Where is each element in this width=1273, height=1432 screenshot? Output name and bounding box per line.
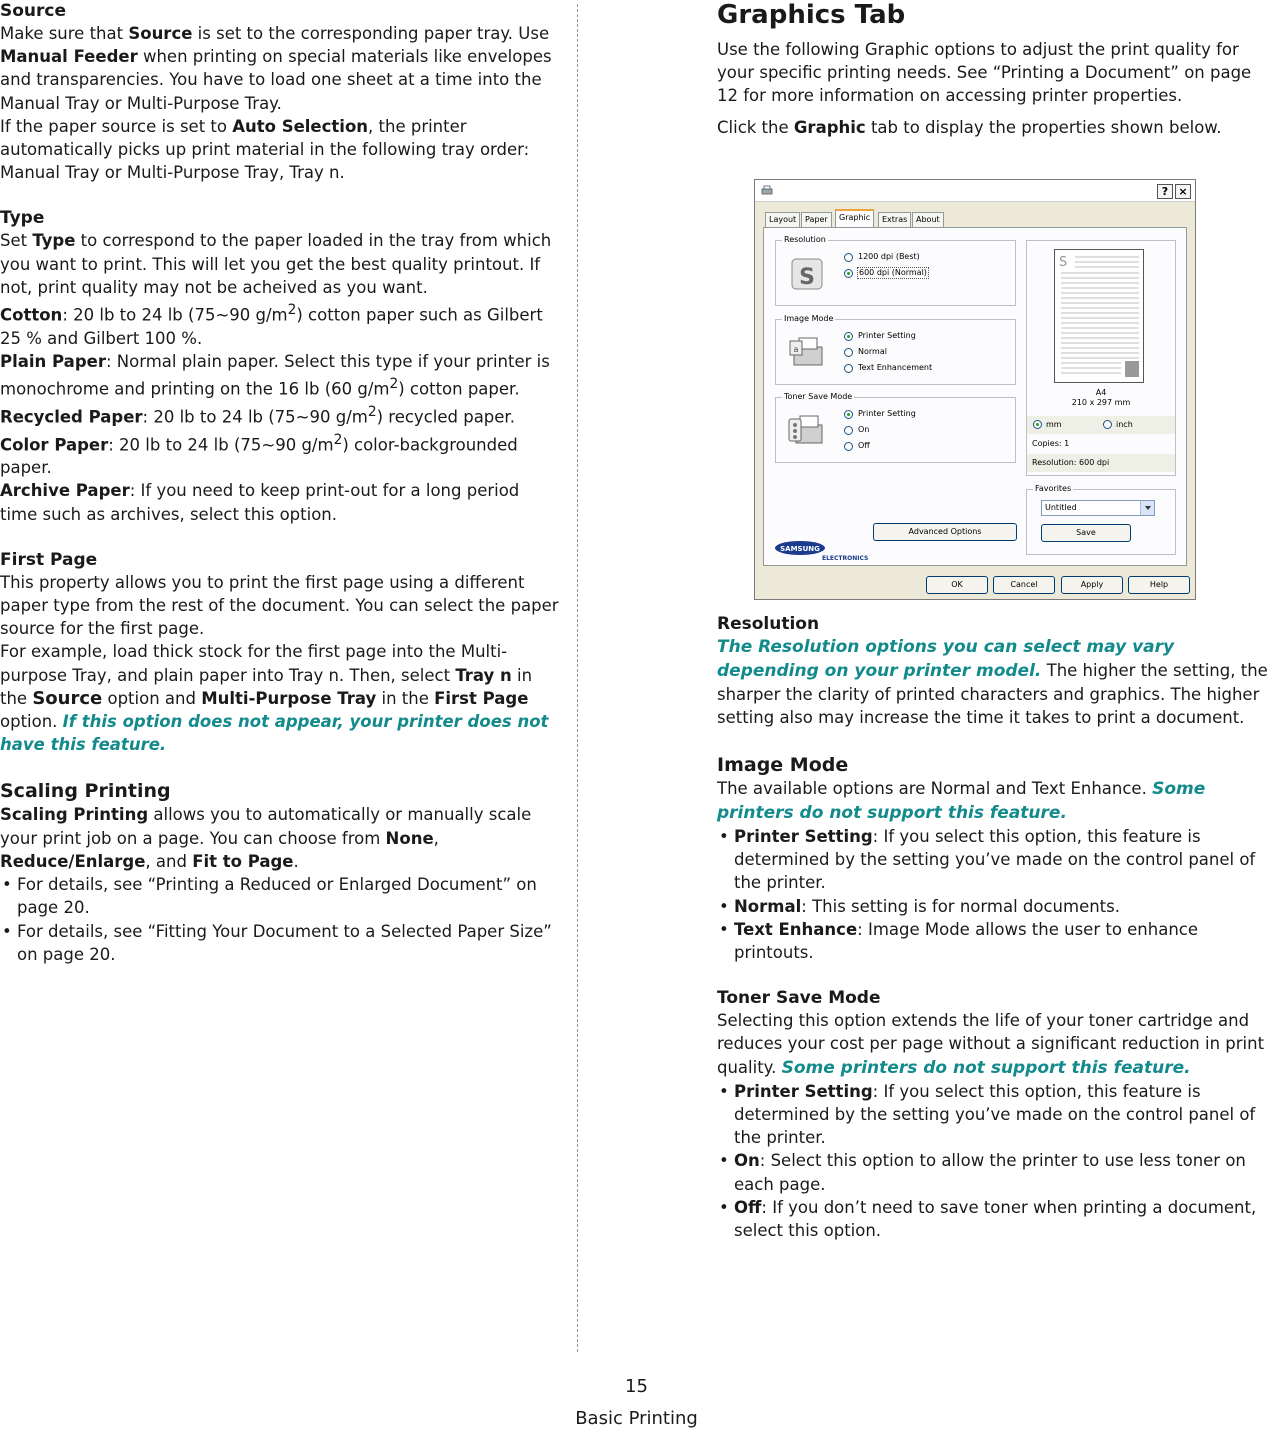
list-item: • Printer Setting: If you select this option, this feature is determined by the setting you’ve made on the control panel of the printer. <box>717 1080 1273 1150</box>
resolution-icon <box>786 253 828 295</box>
list-item: • For details, see “Printing a Reduced or Enlarged Document” on page 20. <box>0 873 560 919</box>
svg-text:SAMSUNG: SAMSUNG <box>780 545 820 553</box>
graphics-click-instruction: Click the Graphic tab to display the properties shown below. <box>717 117 1222 137</box>
image-mode-group-label: Image Mode <box>784 314 834 323</box>
resolution-group-label: Resolution <box>784 235 826 244</box>
svg-text:ELECTRONICS: ELECTRONICS <box>822 555 869 562</box>
favorites-save-button[interactable]: Save <box>1041 524 1131 542</box>
res-600-label: 600 dpi (Normal) <box>859 268 927 277</box>
svg-text:S: S <box>1059 255 1068 270</box>
cancel-button[interactable]: Cancel <box>993 576 1055 594</box>
toner-save-heading: Toner Save Mode <box>717 988 881 1009</box>
type-color: Color Paper: 20 lb to 24 lb (75~90 $g/m^2$) color-backgrounded paper. <box>0 431 518 478</box>
chapter-title: Basic Printing <box>575 1408 698 1429</box>
help-button[interactable]: Help <box>1128 576 1190 594</box>
unit-mm-radio[interactable] <box>1033 420 1042 429</box>
first-page-note: If this option does not appear, your printer does not have this feature. <box>0 712 549 755</box>
svg-text:S: S <box>799 265 815 290</box>
page-number: 15 <box>625 1376 648 1397</box>
image-printer-setting-radio[interactable] <box>844 332 853 341</box>
left-column <box>0 0 560 966</box>
scaling-heading: Scaling Printing <box>0 780 171 803</box>
close-title-button[interactable]: × <box>1175 184 1191 199</box>
column-divider <box>577 4 578 1352</box>
favorites-group <box>1026 484 1176 555</box>
toner-on-label: On <box>858 425 870 434</box>
scaling-paragraph: Scaling Printing allows you to automatically or manually scale your print job on a page. You can choose from None, Reduce/Enlarge, and Fit to Page. <box>0 805 532 871</box>
image-text-enhancement-label: Text Enhancement <box>858 363 933 372</box>
image-normal-radio[interactable] <box>844 348 853 357</box>
help-title-button[interactable]: ? <box>1157 184 1173 199</box>
list-item: • On: Select this option to allow the printer to use less toner on each page. <box>717 1149 1273 1195</box>
image-printer-icon <box>786 331 828 373</box>
unit-inch-label: inch <box>1116 420 1133 429</box>
source-heading: Source <box>0 1 67 21</box>
units-row <box>1027 416 1175 434</box>
scaling-bullet-list <box>0 873 560 966</box>
list-item: • For details, see “Fitting Your Document to a Selected Paper Size” on page 20. <box>0 920 560 966</box>
toner-off-radio[interactable] <box>844 442 853 451</box>
list-item: • Text Enhance: Image Mode allows the user to enhance printouts. <box>717 918 1273 964</box>
copies-info: Copies: 1 <box>1032 439 1070 448</box>
favorites-select[interactable] <box>1041 500 1155 516</box>
type-cotton: Cotton: 20 lb to 24 lb (75~90 $g/m^2$) cotton paper such as Gilbert 25 % and Gilbert 100 %. <box>0 302 543 348</box>
page-title: Graphics Tab <box>717 0 906 30</box>
chevron-down-icon[interactable] <box>1140 501 1154 515</box>
res-1200-radio[interactable] <box>844 253 853 262</box>
toner-printer-icon <box>786 409 828 451</box>
tab-about[interactable]: About <box>912 212 944 227</box>
preview-area <box>1026 240 1176 476</box>
toner-off-label: Off <box>858 441 870 450</box>
advanced-options-button[interactable]: Advanced Options <box>873 523 1017 541</box>
unit-mm-label: mm <box>1046 420 1062 429</box>
image-mode-note: Some printers do not support this feature. <box>717 778 1206 823</box>
first-page-paragraph-1: This property allows you to print the first page using a different paper type from the rest of the document. You can select the paper source for the first page. <box>0 572 559 639</box>
tab-extras[interactable]: Extras <box>878 212 911 227</box>
image-mode-group <box>775 314 1016 385</box>
source-paragraph-1: Make sure that Source is set to the corresponding paper tray. Use Manual Feeder when printing on special materials like envelopes and transparencies. You have to load one sheet at a time into the Manual Tray or Multi-Purpose Tray. <box>0 24 552 113</box>
ok-button[interactable]: OK <box>926 576 988 594</box>
res-1200-label: 1200 dpi (Best) <box>858 252 920 261</box>
paper-name: A4 <box>1095 388 1107 397</box>
apply-button[interactable]: Apply <box>1061 576 1123 594</box>
paper-preview <box>1054 249 1144 383</box>
toner-save-bullet-list <box>717 1080 1273 1242</box>
list-item: • Off: If you don’t need to save toner when printing a document, select this option. <box>717 1196 1273 1242</box>
favorites-group-label: Favorites <box>1035 484 1072 493</box>
image-text-enhancement-radio[interactable] <box>844 364 853 373</box>
toner-on-radio[interactable] <box>844 426 853 435</box>
list-item: • Normal: This setting is for normal documents. <box>717 895 1273 918</box>
resolution-paragraph: The Resolution options you can select may vary depending on your printer model. The higher the setting, the sharper the clarity of printed characters and graphics. The higher setting also may increase the time it takes to print a document. <box>717 636 1268 728</box>
first-page-heading: First Page <box>0 549 98 570</box>
unit-inch-radio[interactable] <box>1103 420 1112 429</box>
favorites-select-value: Untitled <box>1045 503 1077 512</box>
resolution-group <box>775 235 1016 306</box>
resolution-heading: Resolution <box>717 613 820 634</box>
resolution-note: The Resolution options you can select may vary depending on your printer model. <box>717 636 1175 682</box>
source-paragraph-2: If the paper source is set to Auto Selection, the printer automatically picks up print material in the following tray order: Manual Tray or Multi-Purpose Tray, Tray n. <box>0 116 530 183</box>
image-printer-setting-label: Printer Setting <box>858 331 916 340</box>
tab-paper[interactable]: Paper <box>801 212 832 227</box>
first-page-paragraph-2: For example, load thick stock for the first page into the Multi-purpose Tray, and plain paper into Tray n. Then, select Tray n in the Source option and Multi-Purpose Tray in the First Page option. If this option does not appear, your printer does not have this feature. <box>0 642 549 755</box>
paper-size: 210 x 297 mm <box>1071 398 1131 407</box>
resolution-info-row <box>1027 454 1175 472</box>
resolution-info: Resolution: 600 dpi <box>1032 458 1110 467</box>
image-normal-label: Normal <box>858 347 887 356</box>
type-recycled: Recycled Paper: 20 lb to 24 lb (75~90 $g/m^2$) recycled paper. <box>0 403 515 427</box>
type-plain: Plain Paper: Normal plain paper. Select this type if your printer is monochrome and printing on the 16 lb (60 $g/m^2$) cotton paper. <box>0 351 550 399</box>
type-archive: Archive Paper: If you need to keep print-out for a long period time such as archives, select this option. <box>0 481 520 524</box>
dialog-titlebar <box>755 180 1195 202</box>
graphic-tab-panel <box>763 227 1187 566</box>
type-heading: Type <box>0 208 45 229</box>
toner-printer-setting-radio[interactable] <box>844 410 853 419</box>
toner-save-group <box>775 392 1016 463</box>
printer-icon <box>761 185 773 196</box>
image-mode-paragraph: The available options are Normal and Text Enhance. Some printers do not support this feature. <box>717 778 1206 823</box>
tab-layout[interactable]: Layout <box>765 212 800 227</box>
list-item: • Printer Setting: If you select this option, this feature is determined by the setting you’ve made on the control panel of the printer. <box>717 825 1273 895</box>
paper-preview-lines <box>1055 250 1143 382</box>
toner-save-paragraph: Selecting this option extends the life of your toner cartridge and reduces your cost per page without a significant reduction in print quality. Some printers do not support this feature. <box>717 1011 1265 1078</box>
type-paragraph: Set Type to correspond to the paper loaded in the tray from which you want to print. This will let you get the best quality printout. If not, print quality may not be acheived as you want. <box>0 231 552 297</box>
samsung-logo <box>774 540 870 562</box>
toner-save-note: Some printers do not support this feature. <box>781 1057 1191 1078</box>
tab-graphic[interactable]: Graphic <box>835 209 874 228</box>
toner-printer-setting-label: Printer Setting <box>858 409 916 418</box>
toner-save-group-label: Toner Save Mode <box>784 392 853 401</box>
printer-properties-dialog <box>754 179 1196 600</box>
graphics-intro: Use the following Graphic options to adjust the print quality for your specific printing needs. See “Printing a Document” on page 12 for more information on accessing printer properties. <box>717 40 1252 106</box>
svg-text:a: a <box>793 345 799 354</box>
image-mode-bullet-list <box>717 825 1273 964</box>
image-mode-heading: Image Mode <box>717 753 849 776</box>
res-600-radio[interactable] <box>844 269 853 278</box>
